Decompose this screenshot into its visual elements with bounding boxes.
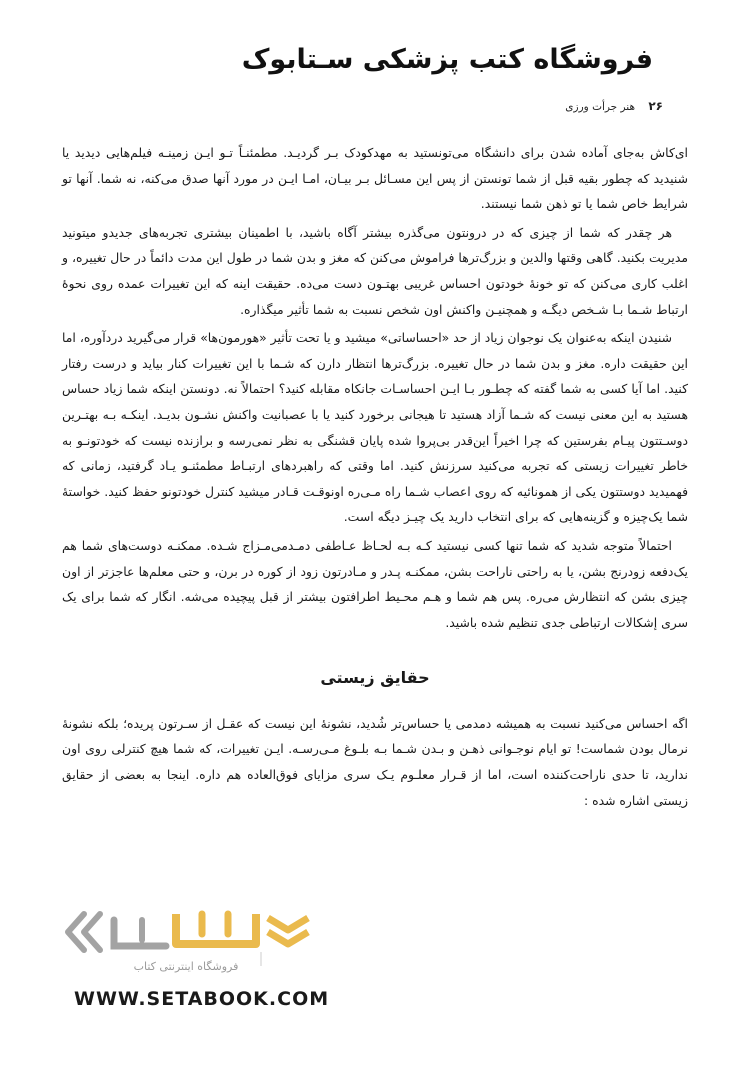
store-title: فروشگاه کتب پزشکی سـتابوک [241, 44, 653, 75]
paragraph: اگه احساس می‌کنید نسبت به همیشه دمدمی یا حساس‌تر شُدید، نشونهٔ این نیست که عقـل از سـرتون پریده؛ بلکه نشونهٔ نرمال بودن شماست! تو ایام نوجـوانی ذهـن و بـدن شـما بـه بلـوغ مـی‌رسـه. ایـن تغییرات، که شما هیچ کنترلی روی اون ندارید، تا حدی ناراحت‌کننده است، اما از قـرار معلـوم یـک سری مزایای فوق‌العاده هم داره. اینجا به بعضی از حقایق زیستی اشاره شده : [62, 715, 688, 808]
paragraph: هر چقدر که شما از چیزی که در درونتون می‌گذره بیشتر آگاه باشید، با اطمینان بیشتری تجربه‌های جدیدو میتونید مدیریت بکنید. گاهی وقتها والدین و بزرگ‌ترها فراموش می‌کنن که مغز و بدن شما در طول این مدت دائماً در حال تغییره، و اغلب کاری می‌کنن که تو خونهٔ خودتون احساس غریبی بهتـون دست می‌ده. حقیقت اینه که این تغییرات عمده روی نحوهٔ ارتباط شـما بـا شـخص دیگـه و همچنیـن واکنش اون شخص نسبت به شما تأثیر میگذاره. [62, 224, 688, 317]
page-number: ۲۶ [648, 99, 663, 113]
body-text [62, 140, 688, 816]
running-head [565, 99, 663, 113]
setabook-watermark [56, 900, 330, 1020]
paragraph: ای‌کاش به‌جای آماده شدن برای دانشگاه می‌تونستید به مهدکودک بـر گردیـد. مطمئنـاً تـو ایـن زمینـه فیلم‌هایی دیدید یا شنیدید که چطور بقیه قبل از شما تونستن از پس این مسـائل بـر بیـان، امـا ایـن در مورد آنها صدق می‌کنه، نه شما. آنها تو شرایط خاص شما یا تو ذهن شما نیستند. [62, 145, 688, 212]
setabook-logo-icon [56, 900, 326, 990]
watermark-subtitle: فروشگاه اینترنتی کتاب [133, 960, 239, 973]
paragraph: شنیدن اینکه به‌عنوان یک نوجوان زیاد از حد «احساساتی» میشید و یا تحت تأثیر «هورمون‌ها» قرار می‌گیرید دردآوره، اما این حقیقت داره. مغز و بدن شما در حال تغییره. بزرگ‌ترها انتظار دارن که شـما با این تغییرات کنار بیاید و درست رفتار کنید. اما آیا کسی به شما گفته که چطـور بـا ایـن احساسـات جانکاه مقابله کنید؟ احتمالاً نه. دونستن اینکه شما زیاد حساس هستید به این معنی نیست که شـما آزاد هستید تا هیجانی برخورد کنید یا با عصبانیت واکنش نشـون بدیـد. اینکـه بـه بهتـرین دوسـتتون پیـام بفرستین که چرا اخیراً این‌قدر بی‌پروا شده پایان قشنگی به نظر نمی‌رسه و برازنده نیست که خودتونـو به خاطر تغییرات زیستی که تجربه می‌کنید سرزنش کنید. اما وقتی که راهبردهای ارتبـاط مطمئنـو یـاد گرفتید، زمانی که فهمیدید دوستتون یکی از همونائیه که روی اعصاب شـما راه مـی‌ره اونوقـت قـادر میشید کنترل خودتونو حفظ کنید. خواستهٔ شما یک‌چیزه و گزینه‌هایی که برای انتخاب دارید یک چیـز دیگه است. [62, 330, 688, 525]
watermark-url: WWW.SETABOOK.COM [74, 988, 330, 1010]
section-heading: حقایق زیستی [320, 668, 430, 688]
paragraph: احتمالاً متوجه شدید که شما تنها کسی نیستید کـه بـه لحـاظ عـاطفی دمـدمی‌مـزاج شـده. ممکنـه دوست‌های شما هم یک‌دفعه زودرنج بشن، یا به راحتی ناراحت بشن، ممکنـه پـدر و مـادرتون زود از کوره در برن، و حتی معلم‌ها عاجزتر از اون چیزی بشن که انتظارش می‌ره. پس هم شما و هـم محـیط اطرافتون بیشتر از قبل پیچیده می‌شه. انگار که شما برای یک سری إشکالات ارتباطی جدی تنظیم شده باشید. [62, 537, 688, 630]
book-title: هنر جرأت ورزی [565, 101, 635, 113]
